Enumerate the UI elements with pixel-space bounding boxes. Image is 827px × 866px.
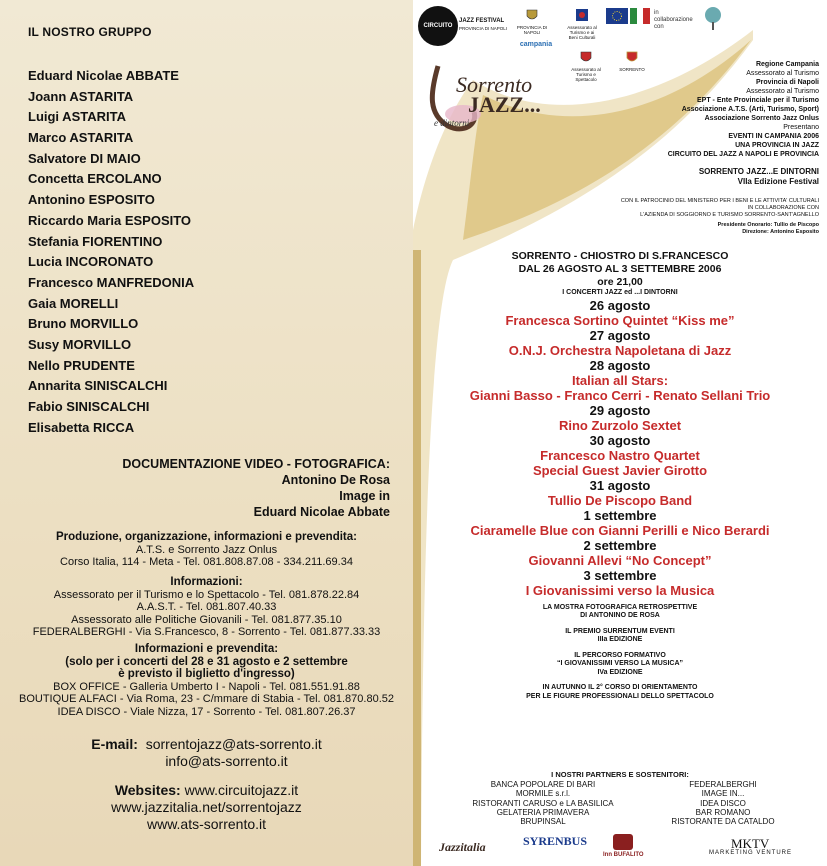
mktv-logo: MKTV xyxy=(731,836,770,851)
member-name: Nello PRUDENTE xyxy=(28,357,135,373)
direction-line: Direzione: Antonino Esposito xyxy=(742,229,819,235)
member-name: Eduard Nicolae ABBATE xyxy=(28,68,179,83)
websites-label: Websites: xyxy=(114,782,181,798)
website-link[interactable]: www.ats-sorrento.it xyxy=(146,816,267,832)
organizer-line: Regione Campania xyxy=(755,61,819,68)
organizer-line: Presentano xyxy=(783,124,819,131)
event-day: 29 agosto xyxy=(589,402,651,418)
event-title: Giovanni Allevi “No Concept” xyxy=(528,552,712,568)
organizer-line: Assessorato al Turismo xyxy=(746,88,819,95)
festival-name: SORRENTO JAZZ...E DINTORNI xyxy=(698,167,819,176)
extra-line: IL PERCORSO FORMATIVO xyxy=(574,651,666,659)
info-line: FEDERALBERGHI - Via S.Francesco, 8 - Sorrento - Tel. 081.877.33.33 xyxy=(32,626,381,638)
crest-icon xyxy=(525,8,539,22)
event-day: 31 agosto xyxy=(589,477,651,493)
extra-line: DI ANTONINO DE ROSA xyxy=(580,612,660,619)
event-day: 1 settembre xyxy=(583,507,657,523)
partner-name: FEDERALBERGHI xyxy=(689,780,757,789)
organizer-line: UNA PROVINCIA IN JAZZ xyxy=(735,142,819,149)
documentation-line: Antonino De Rosa xyxy=(281,473,390,487)
organizer-line: Associazione A.T.S. (Arti, Turismo, Sport) xyxy=(681,106,819,113)
extra-block xyxy=(413,684,827,701)
partners-col-left xyxy=(453,780,633,826)
dates-text: DAL 26 AGOSTO AL 3 SETTEMBRE 2006 xyxy=(518,263,722,275)
email-link[interactable]: info@ats-sorrento.it xyxy=(165,753,288,769)
extra-line: “I GIOVANISSIMI VERSO LA MUSICA” xyxy=(556,660,683,667)
event-title: Tullio De Piscopo Band xyxy=(547,492,693,508)
logo-caption: PROVINCIA DI NAPOLI xyxy=(516,25,548,35)
website-link[interactable]: www.jazzitalia.net/sorrentojazz xyxy=(111,799,302,815)
member-name: Annarita SINISCALCHI xyxy=(28,378,168,394)
event-day: 30 agosto xyxy=(589,432,651,448)
extras-list xyxy=(413,604,827,702)
provincia-logo xyxy=(515,8,549,35)
extra-line: IIIa EDIZIONE xyxy=(597,636,643,643)
campania-logo xyxy=(519,42,553,47)
organizer-line: Provincia di Napoli xyxy=(755,79,819,86)
documentation-line: Eduard Nicolae Abbate xyxy=(253,505,390,519)
jazz-festival-logo xyxy=(459,18,507,32)
partners-title: I NOSTRI PARTNERS E SOSTENITORI: xyxy=(551,770,689,779)
logo-caption: Assessorato al Turismo e ai Beni Culturali xyxy=(567,25,597,40)
patronage-block xyxy=(519,198,819,236)
member-name: Concetta ERCOLANO xyxy=(28,171,162,187)
email-block xyxy=(0,736,413,770)
event-day: 26 agosto xyxy=(589,297,651,313)
email-label: E-mail: xyxy=(91,736,138,752)
extra-line: PER LE FIGURE PROFESSIONALI DELLO SPETTACOLO xyxy=(526,692,714,700)
member-name: Susy MORVILLO xyxy=(28,336,132,352)
organizer-line: CIRCUITO DEL JAZZ A NAPOLI E PROVINCIA xyxy=(667,151,819,158)
brand-jazz: JAZZ... xyxy=(468,92,541,117)
organizer-line: Assessorato al Turismo xyxy=(746,70,819,77)
patronage-line: IN COLLABORAZIONE CON xyxy=(747,205,819,211)
partner-name: MORMILE s.r.l. xyxy=(515,789,571,799)
festival-edition: VIIa Edizione Festival xyxy=(737,177,819,186)
member-name: Fabio SINISCALCHI xyxy=(28,399,150,414)
patronage-line: L'AZIENDA DI SOGGIORNO E TURISMO SORRENTO-SANT'AGNELLO xyxy=(640,212,819,218)
eu-flag-icon xyxy=(606,8,628,24)
info-block xyxy=(0,576,413,639)
festival-title-block xyxy=(699,167,819,187)
info-line: A.A.S.T. - Tel. 081.807.40.33 xyxy=(136,601,277,613)
tree-logo-icon xyxy=(702,6,724,32)
extra-line: IN AUTUNNO IL 2° CORSO DI ORIENTAMENTO xyxy=(542,684,698,691)
concerts-label: I CONCERTI JAZZ ed ...I DINTORNI xyxy=(562,289,678,296)
event-day: 2 settembre xyxy=(583,537,657,553)
member-name: Antonino ESPOSITO xyxy=(28,192,155,208)
prevendita-line: BOX OFFICE - Galleria Umberto I - Napoli - Tel. 081.551.91.88 xyxy=(53,680,360,693)
event-title: Gianni Basso - Franco Cerri - Renato Sellani Trio xyxy=(469,387,771,403)
member-name: Salvatore DI MAIO xyxy=(28,150,141,166)
email-link[interactable]: sorrentojazz@ats-sorrento.it xyxy=(145,736,322,752)
provincia-text: PROVINCIA DI NAPOLI xyxy=(459,26,508,31)
event-day: 27 agosto xyxy=(589,327,651,343)
group-title: IL NOSTRO GRUPPO xyxy=(28,25,152,39)
jazz-festival-text: JAZZ FESTIVAL xyxy=(459,18,505,24)
patronage-line: CON IL PATROCINIO DEL MINISTERO PER I BENI E LE ATTIVITA' CULTURALI xyxy=(620,198,819,204)
production-line: A.T.S. e Sorrento Jazz Onlus xyxy=(135,543,278,556)
member-name: Gaia MORELLI xyxy=(28,295,119,311)
circuito-text: CIRCUITO xyxy=(423,23,453,29)
documentation-line: Image in xyxy=(339,489,390,503)
president-line: Presidente Onorario: Tullio de Piscopo xyxy=(717,222,819,228)
documentation-title: DOCUMENTAZIONE VIDEO - FOTOGRAFICA: xyxy=(122,457,390,471)
organizer-line: Associazione Sorrento Jazz Onlus xyxy=(704,115,819,122)
documentation-block xyxy=(60,456,390,520)
partners-block xyxy=(413,770,827,827)
info-line: Assessorato alle Politiche Giovanili - Tel. 081.877.35.10 xyxy=(71,613,342,626)
brand-subtitle: e dintorni xyxy=(434,118,470,128)
extra-block xyxy=(413,652,827,678)
prevendita-block xyxy=(0,643,413,718)
event-title: Rino Zurzolo Sextet xyxy=(558,417,682,433)
member-name: Luigi ASTARITA xyxy=(28,109,126,125)
event-title: Special Guest Javier Girotto xyxy=(532,462,708,478)
partner-name: BAR ROMANO xyxy=(695,807,751,817)
organizer-line: EPT - Ente Provinciale per il Turismo xyxy=(696,97,819,104)
member-name: Lucia INCORONATO xyxy=(28,254,154,270)
members-list xyxy=(28,66,194,438)
member-name: Stefania FIORENTINO xyxy=(28,233,163,249)
partner-name: RISTORANTI CARUSO e LA BASILICA xyxy=(472,798,614,808)
event-title: Francesca Sortino Quintet “Kiss me” xyxy=(505,312,735,328)
prevendita-subtitle: (solo per i concerti del 28 e 31 agosto e 2 settembre xyxy=(65,655,348,668)
events-list xyxy=(413,298,827,598)
prevendita-line: IDEA DISCO - Viale Nizza, 17 - Sorrento - Tel. 081.807.26.37 xyxy=(57,705,356,718)
event-title: Francesco Nastro Quartet xyxy=(540,447,700,463)
member-name: Joann ASTARITA xyxy=(28,88,134,104)
member-name: Riccardo Maria ESPOSITO xyxy=(28,212,192,228)
event-title: Ciaramelle Blue con Gianni Perilli e Nico Berardi xyxy=(470,522,770,538)
member-name: Elisabetta RICCA xyxy=(28,419,135,435)
extra-line: IL PREMIO SURRENTUM EVENTI xyxy=(565,627,675,635)
prevendita-subtitle: è previsto il biglietto d'ingresso) xyxy=(118,668,295,680)
event-title: O.N.J. Orchestra Napoletana di Jazz xyxy=(508,342,732,358)
logo-caption: SORRENTO xyxy=(619,67,645,72)
partner-name: IDEA DISCO xyxy=(700,798,746,808)
extra-block xyxy=(413,628,827,645)
jazzitalia-logo: Jazzitalia xyxy=(439,840,486,854)
member-name: Marco ASTARITA xyxy=(28,130,134,146)
event-title: Italian all Stars: xyxy=(571,372,669,388)
websites-block xyxy=(0,782,413,833)
left-panel xyxy=(0,0,413,866)
campania-text: campania xyxy=(519,41,553,48)
crest-icon xyxy=(575,8,589,22)
program-section xyxy=(413,250,827,708)
mktv-subtitle: MARKETING VENTURE xyxy=(709,850,793,856)
brand-name: Sorrento xyxy=(456,72,533,97)
collab-text: in collaborazione con xyxy=(654,10,693,30)
syrenbus-logo: SYRENBUS xyxy=(523,834,588,848)
prevendita-title: Informazioni e prevendita: xyxy=(134,643,279,655)
bufalito-icon xyxy=(613,834,633,850)
info-title: Informazioni: xyxy=(170,576,243,588)
extra-block xyxy=(413,604,827,621)
event-day: 3 settembre xyxy=(583,567,657,583)
partner-name: BRUPINSAL xyxy=(520,817,566,827)
partner-name: BANCA POPOLARE DI BARI xyxy=(490,780,596,789)
partner-name: IMAGE IN... xyxy=(701,789,745,799)
production-block xyxy=(0,531,413,569)
assessorato-logo xyxy=(565,8,599,40)
extra-line: LA MOSTRA FOTOGRAFICA RETROSPETTIVE xyxy=(542,603,698,611)
event-day: 28 agosto xyxy=(589,357,651,373)
partner-name: RISTORANTE DA CATALDO xyxy=(671,817,775,827)
organizer-line: EVENTI IN CAMPANIA 2006 xyxy=(728,133,819,140)
location-text: SORRENTO - CHIOSTRO DI S.FRANCESCO xyxy=(511,250,729,262)
circuito-logo xyxy=(418,6,458,46)
member-name: Bruno MORVILLO xyxy=(28,316,139,332)
event-title: I Giovanissimi verso la Musica xyxy=(525,582,715,598)
prevendita-line: BOUTIQUE ALFACI - Via Roma, 23 - C/mmare di Stabia - Tel. 081.870.80.52 xyxy=(19,693,394,705)
logo-caption: Assessorato al Turismo e Spettacolo xyxy=(571,67,601,82)
production-line: Corso Italia, 114 - Meta - Tel. 081.808.87.08 - 334.211.69.34 xyxy=(60,556,353,568)
sponsor-logos xyxy=(413,830,827,866)
partner-name: GELATERIA PRIMAVERA xyxy=(496,807,590,817)
website-link[interactable]: www.circuitojazz.it xyxy=(184,782,299,798)
extra-line: IVa EDIZIONE xyxy=(597,668,643,676)
time-text: ore 21,00 xyxy=(597,276,643,288)
member-name: Francesco MANFREDONIA xyxy=(28,274,195,290)
bufalito-logo: Inn BUFALITO xyxy=(603,852,644,858)
organizers-block xyxy=(499,60,819,159)
partners-col-right xyxy=(633,780,813,826)
italy-flag-icon xyxy=(630,8,650,24)
production-title: Produzione, organizzazione, informazioni e prevendita: xyxy=(56,531,357,543)
info-line: Assessorato per il Turismo e lo Spettacolo - Tel. 081.878.22.84 xyxy=(53,588,360,601)
